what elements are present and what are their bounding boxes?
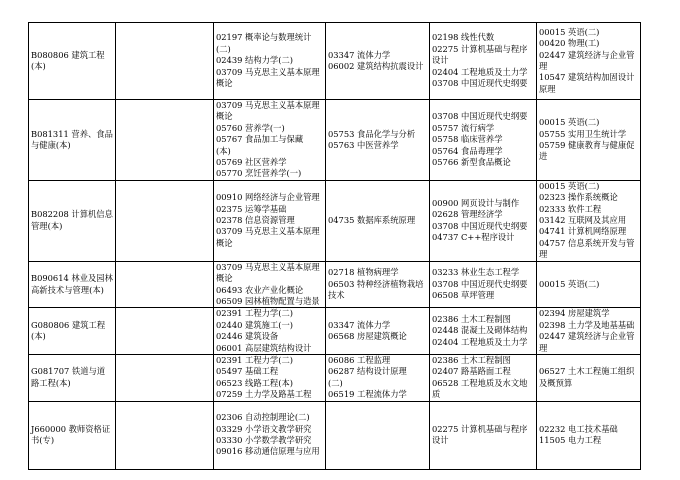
course-line: 06509 园林植物配置与造景 (216, 295, 320, 306)
major-label: G080806 建筑工程(本) (31, 319, 106, 342)
course-line: 05758 临床营养学 (432, 134, 503, 145)
course-line: 03330 小学数学教学研究 (216, 435, 312, 446)
major-cell (29, 308, 116, 355)
course-line: 05763 中医营养学 (328, 139, 399, 150)
course-cell (537, 23, 641, 100)
course-line: 04737 C++程序设计 (432, 232, 515, 243)
table-row (29, 308, 641, 355)
course-line: 06568 房屋建筑概论 (328, 331, 407, 342)
course-line: 02440 建筑施工(一) (216, 319, 293, 330)
exam-schedule-table (28, 22, 641, 470)
course-line: 06519 工程流体力学 (328, 389, 407, 400)
course-line: 05760 营养学(一) (216, 122, 285, 133)
course-line: 05497 基础工程 (216, 366, 279, 377)
course-cell (430, 401, 537, 469)
course-line: 03709 马克思主义基本原理 (216, 226, 320, 237)
course-line: 03708 中国近现代史纲要 (432, 220, 528, 231)
course-line: 02394 房屋建筑学 (539, 308, 610, 319)
course-line: 09016 移动通信原理与应用 (216, 446, 320, 457)
major-label: G081707 铁道与道路工程(本) (31, 366, 106, 388)
course-cell (214, 308, 326, 355)
major-cell (29, 401, 116, 469)
course-line: 00910 网络经济与企业管理 (216, 192, 320, 203)
course-line: 设计 (432, 55, 449, 66)
course-cell (326, 100, 430, 181)
table-row (29, 23, 641, 100)
course-line: 02275 计算机基础与程序 (432, 423, 528, 434)
course-cell (326, 308, 430, 355)
course-cell (326, 23, 430, 100)
course-line: 06523 线路工程(本) (216, 377, 293, 388)
course-line: 02232 电工技术基础 (539, 423, 618, 434)
course-cell (214, 401, 326, 469)
course-cell (326, 401, 430, 469)
major-label: B080806 建筑工程(本) (31, 49, 105, 71)
course-line: 进 (539, 151, 548, 162)
course-line: 02407 路基路面工程 (432, 366, 511, 377)
course-line: 05753 食品化学与分析 (328, 128, 416, 139)
course-line: 03708 中国近现代史纲要 (432, 78, 528, 89)
course-line: 02323 操作系统概论 (539, 192, 618, 203)
empty-cell (116, 261, 214, 308)
course-cell (326, 354, 430, 401)
course-line: 06493 农业产业化概论 (216, 284, 304, 295)
course-line: 02398 土力学及地基基础 (539, 319, 635, 330)
course-line: 03709 马克思主义基本原理 (216, 100, 320, 110)
course-line: 03709 马克思主义基本原理 (216, 261, 320, 272)
course-line: 05764 食品毒理学 (432, 145, 503, 156)
course-cell (214, 261, 326, 308)
course-cell (214, 180, 326, 261)
course-line: 03708 中国近现代史纲要 (432, 111, 528, 122)
course-line: 设计 (432, 435, 449, 446)
course-line: 02446 建筑设备 (216, 331, 279, 342)
course-line: 02275 计算机基础与程序 (432, 43, 528, 54)
course-line: 05755 实用卫生统计学 (539, 128, 627, 139)
course-line: 06503 特种经济植物栽培 (328, 278, 424, 289)
table-row (29, 180, 641, 261)
table-row (29, 100, 641, 181)
course-cell (214, 354, 326, 401)
course-line: 理 (539, 249, 548, 260)
course-line: 02386 土木工程制图 (432, 314, 511, 325)
course-line: 05769 社区营养学 (216, 157, 287, 168)
major-cell (29, 180, 116, 261)
course-line: 及概预算 (539, 377, 573, 388)
course-line: 02386 土木工程制图 (432, 354, 511, 365)
course-cell (430, 354, 537, 401)
course-line: 06527 土木工程施工组织 (539, 366, 635, 377)
course-line: 原理 (539, 83, 556, 94)
course-cell (537, 401, 641, 469)
empty-cell (116, 401, 214, 469)
course-line: 概论 (216, 273, 233, 284)
major-cell (29, 354, 116, 401)
empty-cell (116, 23, 214, 100)
course-line: 02404 工程地质及土力学 (432, 336, 528, 347)
course-cell (430, 308, 537, 355)
major-cell (29, 100, 116, 181)
course-cell (537, 261, 641, 308)
course-cell (326, 261, 430, 308)
course-line: 技术 (328, 290, 345, 301)
course-line: 概论 (216, 111, 233, 122)
course-line: 02447 建筑经济与企业管 (539, 49, 635, 60)
course-line: 06508 草坪管理 (432, 290, 495, 301)
course-line: 00015 英语(二) (539, 117, 600, 128)
course-line: (本) (216, 145, 231, 156)
course-line: 00420 物理(工) (539, 38, 600, 49)
course-line: 06002 建筑结构抗震设计 (328, 61, 424, 71)
major-cell (29, 23, 116, 100)
empty-cell (116, 100, 214, 181)
table-row (29, 401, 641, 469)
course-line: 05766 新型食品概论 (432, 157, 511, 168)
course-cell (537, 180, 641, 261)
course-line: 质 (432, 389, 441, 400)
major-label: B082208 计算机信息管理(本) (31, 209, 113, 231)
course-line: 概论 (216, 237, 233, 248)
course-line: 02404 工程地质及土力学 (432, 66, 528, 77)
course-line: 07259 土力学及路基工程 (216, 389, 312, 400)
course-line: 02439 结构力学(二) (216, 55, 293, 66)
course-cell (430, 180, 537, 261)
course-line: 06287 结构设计原理 (328, 366, 407, 377)
major-label: J660000 教师资格证书(专) (31, 423, 111, 446)
course-cell (430, 261, 537, 308)
course-line: 05757 流行病学 (432, 122, 495, 133)
course-line: 02378 信息资源管理 (216, 215, 295, 226)
course-line: 03708 中国近现代史纲要 (432, 278, 528, 289)
empty-cell (116, 308, 214, 355)
course-cell (214, 23, 326, 100)
course-line: (二) (328, 377, 343, 388)
course-cell (430, 100, 537, 181)
course-line: 理 (539, 61, 548, 71)
course-line: 02628 管理经济学 (432, 209, 503, 220)
course-line: 02391 工程力学(二) (216, 308, 293, 319)
course-line: 02198 线性代数 (432, 32, 495, 43)
course-line: 03347 流体力学 (328, 49, 391, 60)
course-line: 00015 英语(二) (539, 278, 600, 289)
course-line: 05767 食品加工与保藏 (216, 134, 304, 145)
course-line: (二) (216, 43, 231, 54)
course-cell (537, 308, 641, 355)
course-line: 02197 概率论与数理统计 (216, 32, 312, 43)
course-cell (214, 100, 326, 181)
major-label: B081311 营养、食品与健康(本) (31, 128, 113, 150)
course-cell (537, 354, 641, 401)
empty-cell (116, 354, 214, 401)
course-cell (430, 23, 537, 100)
course-line: 06001 高层建筑结构设计 (216, 342, 312, 353)
course-line: 00015 英语(二) (539, 26, 600, 37)
course-line: 概论 (216, 78, 233, 89)
course-line: 02448 混凝土及砌体结构 (432, 325, 528, 336)
course-cell (326, 180, 430, 261)
course-line: 02333 软件工程 (539, 203, 602, 214)
course-line: 03329 小学语文教学研究 (216, 423, 312, 434)
course-line: 00900 网页设计与制作 (432, 197, 520, 208)
course-line: 04757 信息系统开发与管 (539, 237, 635, 248)
course-line: 05759 健康教育与健康促 (539, 139, 635, 150)
major-cell (29, 261, 116, 308)
course-line: 02447 建筑经济与企业管 (539, 331, 635, 342)
course-line: 02391 工程力学(二) (216, 354, 293, 365)
course-line: 02718 植物病理学 (328, 267, 399, 278)
major-label: B090614 林业及园林高新技术与管理(本) (31, 273, 113, 295)
course-line: 06528 工程地质及水文地 (432, 377, 528, 388)
course-line: 04735 数据库系统原理 (328, 215, 416, 226)
table-row (29, 354, 641, 401)
course-line: 03233 林业生态工程学 (432, 267, 520, 278)
empty-cell (116, 180, 214, 261)
course-line: 05770 烹饪营养学(一) (216, 168, 302, 179)
course-line: 10547 建筑结构加固设计 (539, 72, 635, 83)
course-line: 11505 电力工程 (539, 435, 602, 446)
course-line: 02375 运筹学基础 (216, 203, 287, 214)
course-line: 03709 马克思主义基本原理 (216, 66, 320, 77)
course-line: 06086 工程监理 (328, 354, 391, 365)
course-line: 03347 流体力学 (328, 319, 391, 330)
table-row (29, 261, 641, 308)
course-line: 04741 计算机网络原理 (539, 226, 627, 237)
course-cell (537, 100, 641, 181)
course-line: 03142 互联网及其应用 (539, 215, 627, 226)
course-line: 02306 自动控制理论(二) (216, 412, 310, 423)
course-line: 理 (539, 342, 548, 353)
course-line: 00015 英语(二) (539, 180, 600, 191)
